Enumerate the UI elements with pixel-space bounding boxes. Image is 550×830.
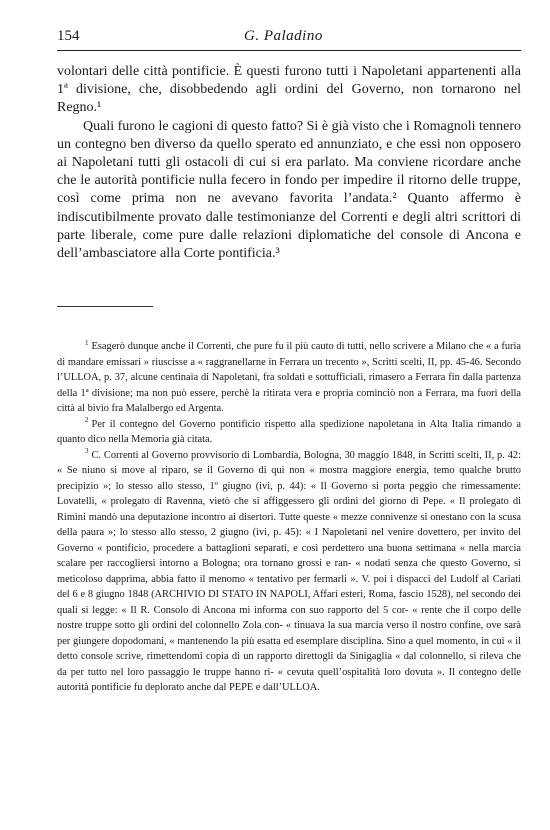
footnote-marker: 2 <box>85 416 89 425</box>
footnote <box>57 448 521 696</box>
running-title: G. Paladino <box>244 28 323 44</box>
footnote-marker: 1 <box>85 338 89 347</box>
footnote-marker: 3 <box>85 447 89 456</box>
footnotes <box>57 339 521 696</box>
footnote-rule <box>57 306 153 307</box>
main-text <box>57 63 521 263</box>
page-number: 154 <box>57 28 80 44</box>
footnote-text: Esagerò dunque anche il Correnti, che pure fu il più cauto di tutti, nello scrivere a Milano che « a furia di mandare emissari » riuscisse a « raggranellarne in Ferrara un trecento », Scritti scelti, II, pp. 45-46. Secondo l’ULLOA, p. 37, alcune centinaia di Napoletani, fra soldati e sottufficiali, rimasero a Ferrara fin dalla partenza della 1ª divisione; ma non può essere, perchè la ritirata vera e propria cominciò non a Ferrara, ma fuori della città al bivio fra Malalbergo ed Argenta. <box>57 341 521 414</box>
footnote-text: Per il contegno del Governo pontificio rispetto alla spedizione napoletana in Alta Italia rimando a quanto dico nella Memoria già citata. <box>57 418 521 445</box>
footnote <box>57 417 521 448</box>
footnote <box>57 339 521 417</box>
body-paragraph: volontari delle città pontificie. È questi furono tutti i Napoletani appartenenti alla 1ª divisione, che, disobbedendo agli ordini del Governo, non tornarono nel Regno.¹ <box>57 64 521 116</box>
footnote-text: C. Correnti al Governo provvisorio di Lombardia, Bologna, 30 maggio 1848, in Scritti scelti, II, p. 42: « Se niuno si move al riparo, se il Governo di qui non « mostra maggiore energia, temo qualche brutto precipizio »; lo stesso allo stesso, 1º giugno (ivi, p. 44): « Il Governo si porta peggio che rimessamente: Lovatelli, « prolegato di Ravenna, vietò che si affiggessero gli ordini del giorno di Pepe. « Il prolegato di Rimini mandò una deputazione incontro ai disertori. Tutte queste « mezze connivenze si onestano con la scusa della paura »; lo stesso allo stesso, 2 giugno (ivi, p. 45): « I Napoletani nel venire dovettero, per invito del Governo « pontificio, procedere a battaglioni separati, e così perdettero una buona settimana « nella marcia scalare per raccogliersi intorno a Bologna; ora tornano grossi e ran- « nodati senza che questo Governo, sì meticoloso dapprima, abbia fatto il menomo « tentativo per fermarli ». V. poi i dispacci del Ludolf al Cariati del 6 e 8 giugno 1848 (ARCHIVIO DI STATO IN NAPOLI, Affari esteri, Roma, fascio 1528), nel secondo dei quali si legge: « Il R. Consolo di Ancona mi informa con suo rapporto del 5 cor- « rente che il corpo delle nostre truppe sotto gli ordini del colonnello Zola con- « tinuava la sua marcia verso il nostro confine, ove sarà per giungere dopodomani, « mantenendo la più esatta ed esemplare disciplina. Sino a quel momento, in cui « il detto console scrive, rimettendomi copia di un rapporto direttogli da Sinigaglia « dal colonnello, si rileva che da per tutto nel loro passaggio le truppe hanno ri- « cevuta quell’ospitalità loro dovuta ». Il contegno delle autorità pontificie fu deplorato anche dal PEPE e dall’ULLOA. <box>57 449 521 693</box>
header-rule <box>57 50 521 51</box>
body-paragraph: Quali furono le cagioni di questo fatto? Si è già visto che i Romagnoli tennero un contegno ben diverso da quello sperato ed annunziato, e che essi non opposero ai Napoletani tutti gli ostacoli di cui si era parlato. Ma conviene ricordare anche che le autorità pontificie nulla fecero in fondo per impedire il ritorno delle truppe, così come prima non ne avevano favorita l’andata.² Quanto affermo è indiscutibilmente provato dalle testimonianze del Correnti e degli altri scrittori di parte liberale, come pure dalle relazioni diplomatiche del console di Ancona e dell’ambasciatore alla Corte pontificia.³ <box>57 118 521 262</box>
